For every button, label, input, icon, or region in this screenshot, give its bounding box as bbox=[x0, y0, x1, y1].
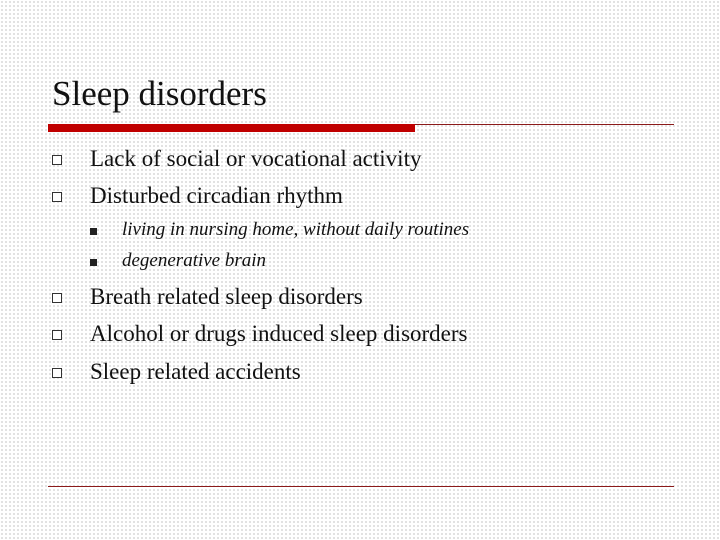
sub-bullet-text: living in nursing home, without daily routines bbox=[122, 219, 470, 240]
hollow-square-bullet-icon bbox=[52, 330, 62, 340]
bullet-text: Disturbed circadian rhythm bbox=[90, 183, 343, 208]
sub-bullet-text: degenerative brain bbox=[122, 250, 267, 271]
title-rule bbox=[415, 124, 674, 125]
hollow-square-bullet-icon bbox=[52, 155, 62, 165]
filled-square-bullet-icon bbox=[90, 259, 97, 266]
footer-rule bbox=[48, 486, 674, 487]
title-accent-bar bbox=[48, 124, 415, 132]
bullet-text: Sleep related accidents bbox=[90, 359, 301, 384]
slide-title: Sleep disorders bbox=[52, 74, 267, 113]
filled-square-bullet-icon bbox=[90, 228, 97, 235]
bullet-text: Lack of social or vocational activity bbox=[90, 146, 422, 171]
bullet-text: Alcohol or drugs induced sleep disorders bbox=[90, 321, 468, 346]
hollow-square-bullet-icon bbox=[52, 368, 62, 378]
hollow-square-bullet-icon bbox=[52, 192, 62, 202]
hollow-square-bullet-icon bbox=[52, 293, 62, 303]
bullet-text: Breath related sleep disorders bbox=[90, 284, 363, 309]
